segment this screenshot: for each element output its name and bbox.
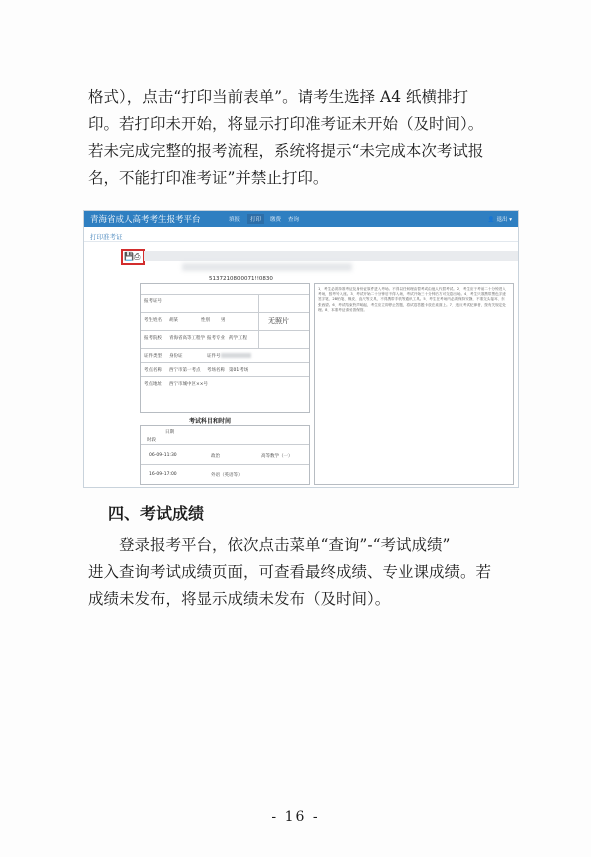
row-label: 报考院校 <box>144 336 162 341</box>
results-paragraph <box>88 532 518 613</box>
row-label: 考点地址 <box>144 382 162 387</box>
breadcrumb: 打印准考证 <box>90 233 123 241</box>
admission-ticket-screenshot <box>83 210 519 488</box>
row-label: 证件号 <box>207 354 221 359</box>
row-label: 报考专业 <box>207 336 225 341</box>
notes-text: 1．考生必须持准考证及身份证原件进入考场。不得以任何理由替考或由他人代替考试。2．考生应于考前二十分钟进入考场，按考号入座。3．考试开始二十分钟后不得入场，考试开始三十分钟后方可交卷出场。4．考生只准携带黑色字迹签字笔、2B铅笔、橡皮、直尺等文具，不得携带手机等通讯工具。5．考生在考场内必须保持安静，不准交头接耳、东张西望。6．考试结束铃声响起，考生应立即停止答题，将试卷答题卡放在桌面上。7．违反考试纪律者，按有关规定处理。8．本准考证请妥善保管。 <box>318 287 506 312</box>
schedule-subject: 外语（英语等） <box>211 473 243 478</box>
divider <box>84 241 518 242</box>
table-row <box>141 362 309 373</box>
row-label: 考场名称 <box>207 368 225 373</box>
table-row <box>141 348 309 359</box>
nav-item-query[interactable]: 查询 <box>288 217 300 223</box>
schedule-date: 06-09-11:30 <box>149 453 177 458</box>
photo-placeholder <box>258 294 309 348</box>
print-toolbar <box>121 249 145 265</box>
page-number: - 16 - <box>271 809 320 825</box>
text-line: 印。若打印未开始，将显示打印准考证未开始（及时间）。 <box>88 115 484 133</box>
row-label: 报考证号 <box>144 299 162 304</box>
exam-notes-panel <box>314 283 514 485</box>
schedule-subject: 政治 <box>211 454 220 459</box>
row-value: 药学工程 <box>229 336 247 341</box>
row-label: 性别 <box>201 318 210 323</box>
top-navigation-bar <box>84 211 518 227</box>
row-value: 西宁市第一考点 <box>169 368 201 373</box>
text-line: 名，不能打印准考证”并禁止打印。 <box>88 169 329 187</box>
schedule-subject: 高等数学（一） <box>261 454 293 459</box>
exam-schedule-table <box>140 425 310 485</box>
save-icon[interactable]: 💾 <box>124 252 134 261</box>
row-label: 考点名称 <box>144 368 162 373</box>
row-value: 身份证 <box>169 354 183 359</box>
table-row <box>141 376 309 387</box>
row-value: 西宁市城中区××号 <box>169 382 209 387</box>
toolbar-strip <box>144 251 518 261</box>
redacted-id <box>221 353 251 358</box>
section-heading: 四、考试成绩 <box>108 504 205 523</box>
user-menu[interactable]: 👤 退出 ▾ <box>487 217 512 223</box>
schedule-title: 考试科目和时间 <box>189 418 232 425</box>
row-label: 考生姓名 <box>144 318 162 323</box>
text-line: 成绩未发布，将显示成绩未发布（及时间）。 <box>88 590 391 608</box>
row-label: 证件类型 <box>144 354 162 359</box>
nav-item-print[interactable]: 打印 <box>247 214 264 224</box>
row-value: 青海省高等工程学 <box>169 336 205 341</box>
user-label: 退出 <box>496 217 508 223</box>
schedule-header: 日期 <box>165 430 174 435</box>
nav-item-fill[interactable]: 填报 <box>229 217 241 223</box>
text-line: 格式），点击“打印当前表单”。请考生选择 A4 纸横排打 <box>88 88 469 106</box>
schedule-header: 时段 <box>147 438 156 443</box>
platform-brand: 青海省成人高考考生报考平台 <box>90 215 201 225</box>
row-value: 男 <box>221 318 226 323</box>
candidate-info-table <box>140 283 310 413</box>
text-line: 登录报考平台，依次点击菜单“查询”-“考试成绩” <box>119 536 451 554</box>
table-row <box>141 444 309 459</box>
text-line: 进入查询考试成绩页面，可查看最终成绩、专业课成绩。若 <box>88 563 492 581</box>
instruction-paragraph <box>88 84 518 192</box>
nav-item-pay[interactable]: 缴费 <box>270 217 282 223</box>
row-value: 胡某 <box>169 318 178 323</box>
table-row <box>141 464 309 478</box>
row-value: 第01考场 <box>229 368 249 373</box>
schedule-date: 16-09-17:00 <box>149 472 177 477</box>
photo-label: 无照片 <box>268 317 289 325</box>
text-line: 若未完成完整的报考流程，系统将提示“未完成本次考试报 <box>88 142 484 160</box>
blurred-title <box>182 263 352 271</box>
print-icon[interactable]: ⎙ <box>134 252 141 261</box>
ticket-number: 5137210800071!!0830 <box>209 276 273 282</box>
